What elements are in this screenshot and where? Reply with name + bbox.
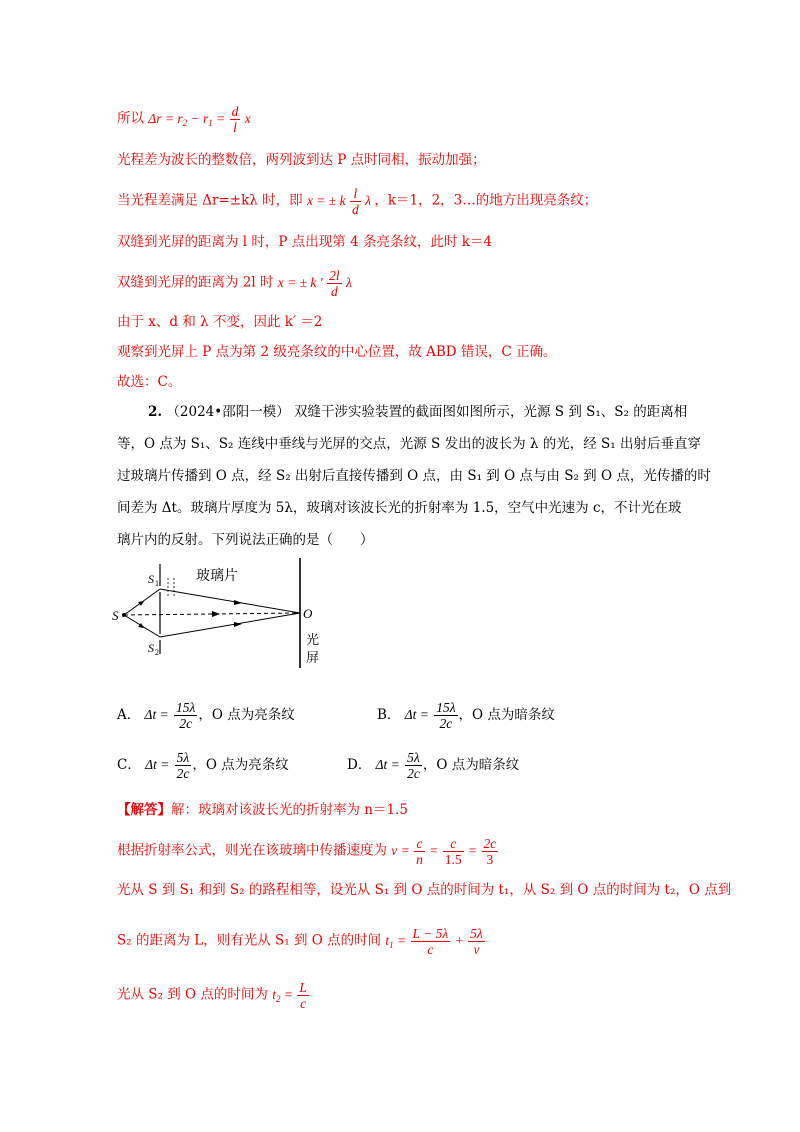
option-a-den: 2c	[179, 716, 193, 731]
option-d-den: 2c	[407, 766, 420, 781]
question-2-line-5: 璃片内的反射。下列说法正确的是（ ）	[117, 532, 374, 548]
option-b-lhs: Δt =	[404, 707, 429, 722]
formula-t1: $t_1$ = $\frac{L - 5\lambda}{c}$ + $\frac{5\lambda}{v}$	[385, 926, 483, 957]
question-2-line-1	[148, 402, 687, 422]
solution-line-1-prefix: 所以	[117, 110, 144, 127]
ray-s2-o	[160, 613, 300, 637]
label-s: S	[112, 608, 119, 623]
option-d-lhs: Δt =	[375, 757, 400, 772]
label-s2: S	[148, 641, 154, 655]
label-s1-sub: 1	[155, 579, 159, 588]
option-a[interactable]	[117, 700, 295, 731]
question-2-line-3: 过玻璃片传播到 O 点，经 S₂ 出射后直接传播到 O 点，由 S₁ 到 O 点与由 S₂ 到 O 点，光传播的时	[117, 468, 711, 484]
answer-line-5-prefix: 光从 S₂ 到 O 点的时间为	[117, 986, 268, 1003]
double-slit-diagram	[110, 558, 330, 678]
option-b-num: 15λ	[436, 700, 456, 715]
solution-line-8: 故选：C。	[117, 374, 182, 390]
answer-line-1	[117, 800, 408, 820]
answer-line-2	[117, 836, 499, 867]
question-2-line-2: 等，O 点为 S₁、S₂ 连线中垂线与光屏的交点，光源 S 发出的波长为 λ 的光，经 S₁ 出射后垂直穿	[117, 436, 701, 452]
formula-bright-fringe: x = ± k $\frac{l}{d}$ λ	[306, 186, 375, 217]
label-o: O	[303, 606, 313, 621]
solution-line-1	[117, 104, 251, 135]
option-a-label: A．	[117, 707, 141, 723]
formula-t2: $t_2$ = $\frac{L}{c}$	[272, 980, 307, 1011]
label-glass: 玻璃片	[196, 568, 238, 584]
option-c-lhs: Δt =	[145, 757, 170, 772]
formula-speed-in-glass: v = $\frac{c}{n}$ = $\frac{c}{1.5}$ = $\frac{2c}{3}$	[391, 836, 497, 867]
answer-line-3: 光从 S 到 S₁ 和到 S₂ 的路程相等，设光从 S₁ 到 O 点的时间为 t₁，从 S₂ 到 O 点的时间为 t₂，O 点到	[117, 882, 732, 898]
solution-line-5	[117, 268, 352, 299]
option-c-text: ，O 点为亮条纹	[192, 757, 289, 773]
option-d-num: 5λ	[405, 750, 422, 766]
formula-2l: x = ± k ′ $\frac{2l}{d}$ λ	[277, 268, 352, 299]
question-source: （2024•邵阳一模）	[166, 404, 290, 420]
answer-line-4	[117, 926, 486, 957]
option-c[interactable]	[117, 750, 289, 781]
answer-line-5	[117, 980, 310, 1011]
answer-line-4-prefix: S₂ 的距离为 L，则有光从 S₁ 到 O 点的时间	[117, 932, 382, 949]
question-2-line-4: 间差为 Δt。玻璃片厚度为 5λ，玻璃对该波长光的折射率为 1.5，空气中光速为 c，不计光在玻	[117, 500, 682, 516]
option-a-text: ，O 点为亮条纹	[198, 707, 295, 723]
question-number: 2.	[148, 404, 163, 420]
label-screen-2: 屏	[306, 651, 320, 666]
option-c-den: 2c	[176, 766, 190, 781]
solution-line-7: 观察到光屏上 P 点为第 2 级亮条纹的中心位置，故 ABD 错误，C 正确。	[117, 344, 557, 360]
option-c-label: C．	[117, 757, 141, 773]
option-b-text: ，O 点为暗条纹	[458, 707, 555, 723]
label-screen-1: 光	[306, 633, 320, 648]
ray-s1-o	[160, 589, 300, 613]
option-b[interactable]	[377, 700, 555, 731]
solution-line-2: 光程差为波长的整数倍，两列波到达 P 点时同相，振动加强；	[117, 152, 486, 168]
label-s1: S	[148, 572, 154, 586]
question-text-1: 双缝干涉实验装置的截面图如图所示，光源 S 到 S₁、S₂ 的距离相	[294, 404, 688, 420]
option-b-den: 2c	[439, 716, 453, 731]
formula-delta-r: $\Delta r = r_2 - r_1$ = $\frac{d}{l}$ x	[148, 104, 251, 135]
arrow-upper-left	[138, 601, 144, 606]
solution-line-5-prefix: 双缝到光屏的距离为 2l 时	[117, 274, 274, 291]
option-d-label: D．	[347, 757, 372, 773]
solution-line-3	[117, 186, 597, 217]
solution-line-3-suffix: ，k＝1，2，3…的地方出现亮条纹；	[374, 192, 598, 209]
answer-line-2-prefix: 根据折射率公式，则光在该玻璃中传播速度为	[117, 842, 387, 859]
option-d-text: ，O 点为暗条纹	[422, 757, 520, 773]
option-a-num: 15λ	[176, 700, 196, 715]
arrow-center	[212, 611, 220, 617]
answer-line-1-text: 解：玻璃对该波长光的折射率为 n＝1.5	[171, 802, 408, 818]
option-d[interactable]	[347, 750, 519, 781]
answer-tag: 【解答】	[117, 802, 171, 818]
solution-line-4: 双缝到光屏的距离为 l 时，P 点出现第 4 条亮条纹，此时 k＝4	[117, 234, 493, 250]
option-c-num: 5λ	[175, 750, 192, 766]
option-b-label: B．	[377, 707, 401, 723]
solution-line-3-prefix: 当光程差满足 Δr=±kλ 时，即	[117, 192, 303, 209]
solution-line-6: 由于 x、d 和 λ 不变，因此 k′ ＝2	[117, 314, 323, 330]
label-s2-sub: 2	[155, 648, 159, 657]
option-a-lhs: Δt =	[144, 707, 169, 722]
